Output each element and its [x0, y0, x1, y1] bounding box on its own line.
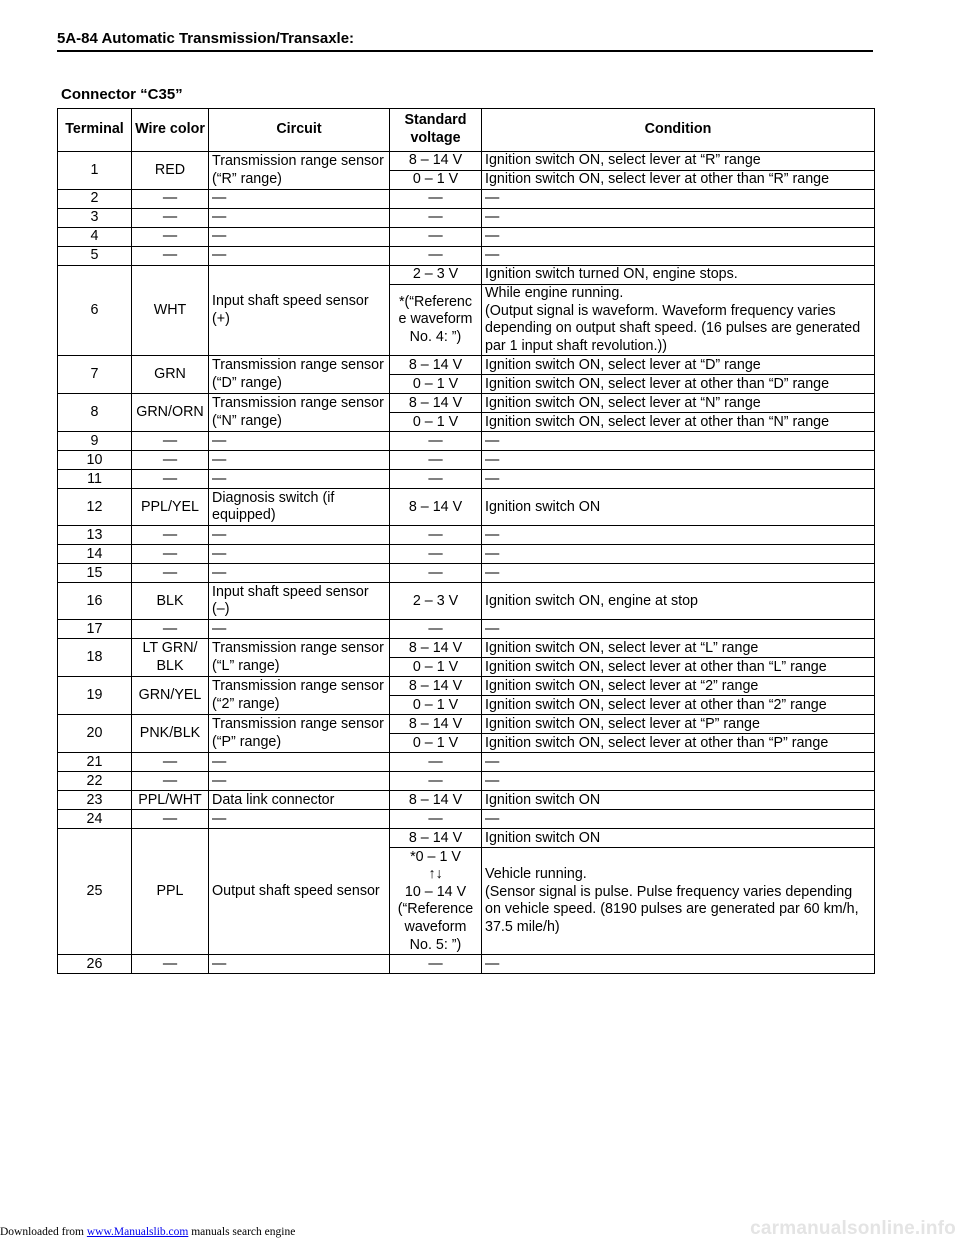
- voltage-cell: —: [390, 451, 482, 470]
- terminal-cell: 20: [58, 715, 132, 753]
- table-row: [58, 955, 875, 974]
- table-row: [58, 209, 875, 228]
- circuit-cell: —: [209, 955, 390, 974]
- condition-cell: —: [482, 526, 875, 545]
- condition-cell: Ignition switch ON, select lever at other than “P” range: [482, 734, 875, 753]
- circuit-cell: Output shaft speed sensor: [209, 829, 390, 955]
- table-row: [58, 810, 875, 829]
- condition-cell: Ignition switch ON, select lever at other than “N” range: [482, 413, 875, 432]
- voltage-cell: —: [390, 545, 482, 564]
- voltage-cell: *(“Referenc e waveform No. 4: ”): [390, 285, 482, 356]
- condition-cell: Ignition switch ON: [482, 829, 875, 848]
- table-row: [58, 152, 875, 171]
- voltage-cell: 8 – 14 V: [390, 356, 482, 375]
- terminal-cell: 18: [58, 639, 132, 677]
- table-row: [58, 583, 875, 620]
- table-row: [58, 526, 875, 545]
- condition-cell: Ignition switch ON, select lever at “N” range: [482, 394, 875, 413]
- condition-cell: —: [482, 228, 875, 247]
- terminal-cell: 17: [58, 620, 132, 639]
- column-header-terminal: Terminal: [58, 109, 132, 152]
- condition-cell: Ignition switch ON, engine at stop: [482, 583, 875, 620]
- wire-color-cell: —: [132, 772, 209, 791]
- terminal-cell: 23: [58, 791, 132, 810]
- voltage-cell: —: [390, 470, 482, 489]
- column-header-wire-color: Wire color: [132, 109, 209, 152]
- circuit-cell: Transmission range sensor (“D” range): [209, 356, 390, 394]
- wire-color-cell: —: [132, 209, 209, 228]
- wire-color-cell: —: [132, 955, 209, 974]
- terminal-cell: 22: [58, 772, 132, 791]
- table-row: [58, 228, 875, 247]
- condition-cell: —: [482, 753, 875, 772]
- wire-color-cell: PNK/BLK: [132, 715, 209, 753]
- voltage-cell: —: [390, 247, 482, 266]
- voltage-cell: —: [390, 753, 482, 772]
- footer-prefix: Downloaded from: [0, 1226, 87, 1238]
- voltage-cell: 8 – 14 V: [390, 152, 482, 171]
- condition-cell: Ignition switch ON, select lever at other than “D” range: [482, 375, 875, 394]
- condition-cell: Ignition switch ON, select lever at other than “R” range: [482, 171, 875, 190]
- table-row: [58, 266, 875, 285]
- condition-cell: —: [482, 451, 875, 470]
- circuit-cell: Diagnosis switch (if equipped): [209, 489, 390, 526]
- wire-color-cell: —: [132, 228, 209, 247]
- circuit-cell: —: [209, 470, 390, 489]
- terminal-cell: 21: [58, 753, 132, 772]
- terminal-cell: 26: [58, 955, 132, 974]
- condition-cell: Ignition switch ON: [482, 489, 875, 526]
- wire-color-cell: LT GRN/ BLK: [132, 639, 209, 677]
- table-row: [58, 190, 875, 209]
- voltage-cell: 8 – 14 V: [390, 489, 482, 526]
- terminal-cell: 5: [58, 247, 132, 266]
- terminal-cell: 7: [58, 356, 132, 394]
- wire-color-cell: GRN: [132, 356, 209, 394]
- circuit-cell: Transmission range sensor (“N” range): [209, 394, 390, 432]
- wire-color-cell: GRN/ORN: [132, 394, 209, 432]
- circuit-cell: —: [209, 526, 390, 545]
- table-row: [58, 470, 875, 489]
- table-row: [58, 791, 875, 810]
- condition-cell: While engine running. (Output signal is waveform. Waveform frequency varies depending on output shaft speed. (16 pulses are generated par 1 input shaft revolution.)): [482, 285, 875, 356]
- voltage-cell: —: [390, 564, 482, 583]
- circuit-cell: Transmission range sensor (“P” range): [209, 715, 390, 753]
- wire-color-cell: BLK: [132, 583, 209, 620]
- condition-cell: —: [482, 190, 875, 209]
- table-row: [58, 829, 875, 848]
- table-body: [58, 152, 875, 974]
- wire-color-cell: —: [132, 247, 209, 266]
- condition-cell: —: [482, 470, 875, 489]
- terminal-cell: 8: [58, 394, 132, 432]
- wire-color-cell: —: [132, 526, 209, 545]
- circuit-cell: —: [209, 545, 390, 564]
- wire-color-cell: —: [132, 564, 209, 583]
- wire-color-cell: —: [132, 451, 209, 470]
- table-row: [58, 564, 875, 583]
- wire-color-cell: PPL/YEL: [132, 489, 209, 526]
- voltage-cell: —: [390, 810, 482, 829]
- terminal-cell: 15: [58, 564, 132, 583]
- circuit-cell: —: [209, 190, 390, 209]
- circuit-cell: —: [209, 810, 390, 829]
- voltage-cell: 0 – 1 V: [390, 734, 482, 753]
- connector-pinout-table: [57, 108, 875, 974]
- voltage-cell: —: [390, 228, 482, 247]
- terminal-cell: 4: [58, 228, 132, 247]
- voltage-cell: 0 – 1 V: [390, 413, 482, 432]
- condition-cell: Vehicle running. (Sensor signal is pulse. Pulse frequency varies depending on vehicle speed. (8190 pulses are generated par 60 km/h, 37.5 mile/h): [482, 848, 875, 955]
- circuit-cell: Data link connector: [209, 791, 390, 810]
- terminal-cell: 1: [58, 152, 132, 190]
- manualslib-link[interactable]: www.Manualslib.com: [86, 1226, 189, 1238]
- circuit-cell: —: [209, 247, 390, 266]
- circuit-cell: —: [209, 432, 390, 451]
- wire-color-cell: WHT: [132, 266, 209, 356]
- condition-cell: Ignition switch ON: [482, 791, 875, 810]
- table-row: [58, 772, 875, 791]
- table-header-row: [58, 109, 875, 152]
- wire-color-cell: —: [132, 753, 209, 772]
- table-row: [58, 620, 875, 639]
- voltage-cell: —: [390, 432, 482, 451]
- table-row: [58, 753, 875, 772]
- circuit-cell: —: [209, 228, 390, 247]
- terminal-cell: 9: [58, 432, 132, 451]
- circuit-cell: —: [209, 209, 390, 228]
- footer-suffix: manuals search engine: [188, 1226, 296, 1238]
- terminal-cell: 13: [58, 526, 132, 545]
- terminal-cell: 3: [58, 209, 132, 228]
- wire-color-cell: —: [132, 545, 209, 564]
- condition-cell: Ignition switch ON, select lever at “L” range: [482, 639, 875, 658]
- voltage-cell: 0 – 1 V: [390, 375, 482, 394]
- table-row: [58, 451, 875, 470]
- condition-cell: —: [482, 209, 875, 228]
- circuit-cell: —: [209, 620, 390, 639]
- watermark: carmanualsonline.info: [750, 1218, 956, 1239]
- voltage-cell: 0 – 1 V: [390, 696, 482, 715]
- terminal-cell: 2: [58, 190, 132, 209]
- condition-cell: —: [482, 432, 875, 451]
- circuit-cell: —: [209, 451, 390, 470]
- condition-cell: —: [482, 772, 875, 791]
- condition-cell: —: [482, 620, 875, 639]
- voltage-cell: —: [390, 772, 482, 791]
- voltage-cell: *0 – 1 V ↑↓ 10 – 14 V (“Reference waveform No. 5: ”): [390, 848, 482, 955]
- wire-color-cell: PPL/WHT: [132, 791, 209, 810]
- circuit-cell: Input shaft speed sensor (+): [209, 266, 390, 356]
- voltage-cell: 8 – 14 V: [390, 639, 482, 658]
- condition-cell: Ignition switch ON, select lever at other than “L” range: [482, 658, 875, 677]
- header-rule: [57, 50, 873, 52]
- condition-cell: Ignition switch ON, select lever at “P” range: [482, 715, 875, 734]
- condition-cell: —: [482, 247, 875, 266]
- table-row: [58, 677, 875, 696]
- connector-title: Connector “C35”: [61, 86, 183, 103]
- terminal-cell: 11: [58, 470, 132, 489]
- voltage-cell: —: [390, 526, 482, 545]
- voltage-cell: 0 – 1 V: [390, 171, 482, 190]
- table-row: [58, 639, 875, 658]
- table-row: [58, 489, 875, 526]
- circuit-cell: —: [209, 772, 390, 791]
- condition-cell: Ignition switch turned ON, engine stops.: [482, 266, 875, 285]
- voltage-cell: 2 – 3 V: [390, 266, 482, 285]
- terminal-cell: 14: [58, 545, 132, 564]
- condition-cell: —: [482, 564, 875, 583]
- terminal-cell: 25: [58, 829, 132, 955]
- wire-color-cell: PPL: [132, 829, 209, 955]
- wire-color-cell: —: [132, 810, 209, 829]
- page-header: 5A-84 Automatic Transmission/Transaxle:: [57, 30, 355, 47]
- terminal-cell: 24: [58, 810, 132, 829]
- circuit-cell: —: [209, 564, 390, 583]
- voltage-cell: 8 – 14 V: [390, 791, 482, 810]
- condition-cell: Ignition switch ON, select lever at “D” range: [482, 356, 875, 375]
- table-row: [58, 356, 875, 375]
- voltage-cell: 8 – 14 V: [390, 829, 482, 848]
- condition-cell: Ignition switch ON, select lever at other than “2” range: [482, 696, 875, 715]
- column-header-standard-voltage: Standard voltage: [390, 109, 482, 152]
- voltage-cell: 2 – 3 V: [390, 583, 482, 620]
- terminal-cell: 19: [58, 677, 132, 715]
- voltage-cell: —: [390, 209, 482, 228]
- footer-source: [0, 1226, 295, 1238]
- voltage-cell: 8 – 14 V: [390, 715, 482, 734]
- table-row: [58, 394, 875, 413]
- circuit-cell: Transmission range sensor (“L” range): [209, 639, 390, 677]
- terminal-cell: 12: [58, 489, 132, 526]
- voltage-cell: —: [390, 955, 482, 974]
- terminal-cell: 16: [58, 583, 132, 620]
- wire-color-cell: —: [132, 432, 209, 451]
- table-row: [58, 545, 875, 564]
- wire-color-cell: —: [132, 620, 209, 639]
- circuit-cell: Transmission range sensor (“2” range): [209, 677, 390, 715]
- voltage-cell: 0 – 1 V: [390, 658, 482, 677]
- circuit-cell: —: [209, 753, 390, 772]
- condition-cell: Ignition switch ON, select lever at “2” range: [482, 677, 875, 696]
- column-header-condition: Condition: [482, 109, 875, 152]
- voltage-cell: 8 – 14 V: [390, 677, 482, 696]
- terminal-cell: 10: [58, 451, 132, 470]
- condition-cell: —: [482, 955, 875, 974]
- wire-color-cell: —: [132, 470, 209, 489]
- table-row: [58, 247, 875, 266]
- column-header-circuit: Circuit: [209, 109, 390, 152]
- voltage-cell: —: [390, 620, 482, 639]
- wire-color-cell: RED: [132, 152, 209, 190]
- voltage-cell: 8 – 14 V: [390, 394, 482, 413]
- terminal-cell: 6: [58, 266, 132, 356]
- circuit-cell: Transmission range sensor (“R” range): [209, 152, 390, 190]
- condition-cell: —: [482, 810, 875, 829]
- circuit-cell: Input shaft speed sensor (–): [209, 583, 390, 620]
- wire-color-cell: GRN/YEL: [132, 677, 209, 715]
- voltage-cell: —: [390, 190, 482, 209]
- wire-color-cell: —: [132, 190, 209, 209]
- table-row: [58, 715, 875, 734]
- condition-cell: Ignition switch ON, select lever at “R” range: [482, 152, 875, 171]
- table-row: [58, 432, 875, 451]
- condition-cell: —: [482, 545, 875, 564]
